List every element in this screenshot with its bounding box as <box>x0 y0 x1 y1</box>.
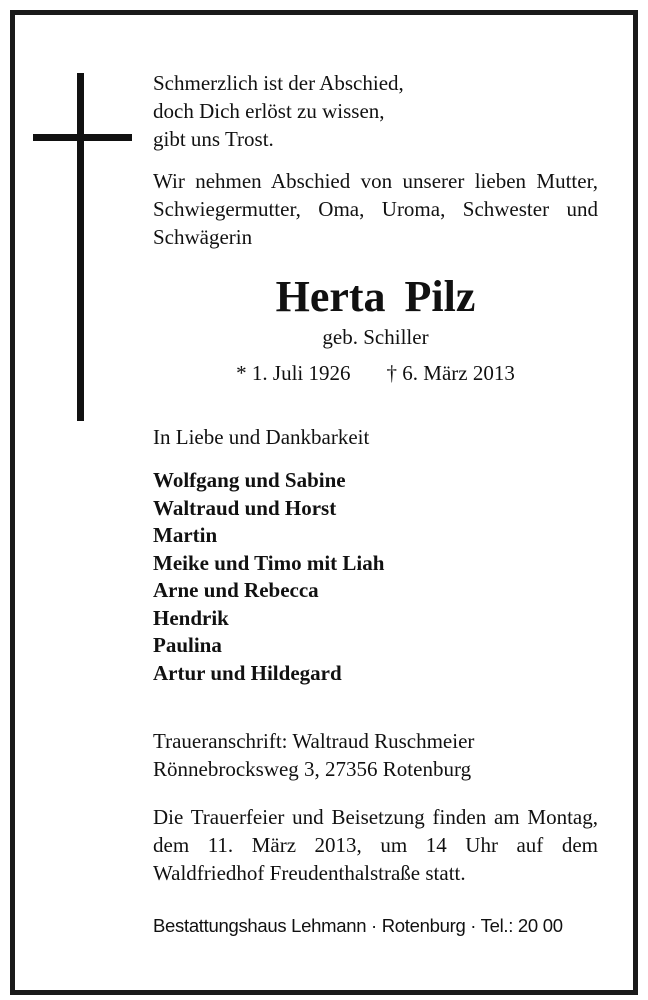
cross-icon <box>77 73 84 421</box>
cross-icon-bar <box>33 134 132 141</box>
verse-line: gibt uns Trost. <box>153 127 274 151</box>
death-date: † 6. März 2013 <box>386 361 515 385</box>
verse-line: doch Dich erlöst zu wissen, <box>153 99 385 123</box>
obituary-content <box>153 69 598 939</box>
family-member: Waltraud und Horst <box>153 495 337 520</box>
family-list <box>153 467 598 687</box>
obituary-frame <box>10 10 638 995</box>
verse <box>153 69 598 153</box>
address-line: Traueranschrift: Waltraud Ruschmeier <box>153 729 475 753</box>
family-member: Martin <box>153 523 218 547</box>
family-member: Arne und Rebecca <box>153 578 319 602</box>
birth-date: * 1. Juli 1926 <box>236 361 351 385</box>
funeral-home-footer: Bestattungshaus Lehmann · Rotenburg · Tel.: 20 00 <box>153 915 563 936</box>
family-member: Meike und Timo mit Liah <box>153 550 385 575</box>
family-member: Wolfgang und Sabine <box>153 468 346 492</box>
deceased-name: Herta Pilz <box>275 272 476 321</box>
born-name: geb. Schiller <box>322 325 429 349</box>
life-dates <box>153 359 598 387</box>
address-line: Rönnebrocksweg 3, 27356 Rotenburg <box>153 757 472 781</box>
ceremony-text: Die Trauerfeier und Beisetzung finden am Montag, dem 11. März 2013, um 14 Uhr auf dem Waldfriedhof Freudenthalstraße statt. <box>153 805 598 885</box>
family-member: Hendrik <box>153 605 229 630</box>
verse-line: Schmerzlich ist der Abschied, <box>153 71 404 95</box>
family-member: Paulina <box>153 633 222 657</box>
family-member: Artur und Hildegard <box>153 660 342 685</box>
intro-text: Wir nehmen Abschied von unserer lieben Mutter, Schwiegermutter, Oma, Uroma, Schwester und Schwägerin <box>153 169 598 249</box>
mourning-address <box>153 727 598 783</box>
thanks-text: In Liebe und Dankbarkeit <box>153 425 370 449</box>
